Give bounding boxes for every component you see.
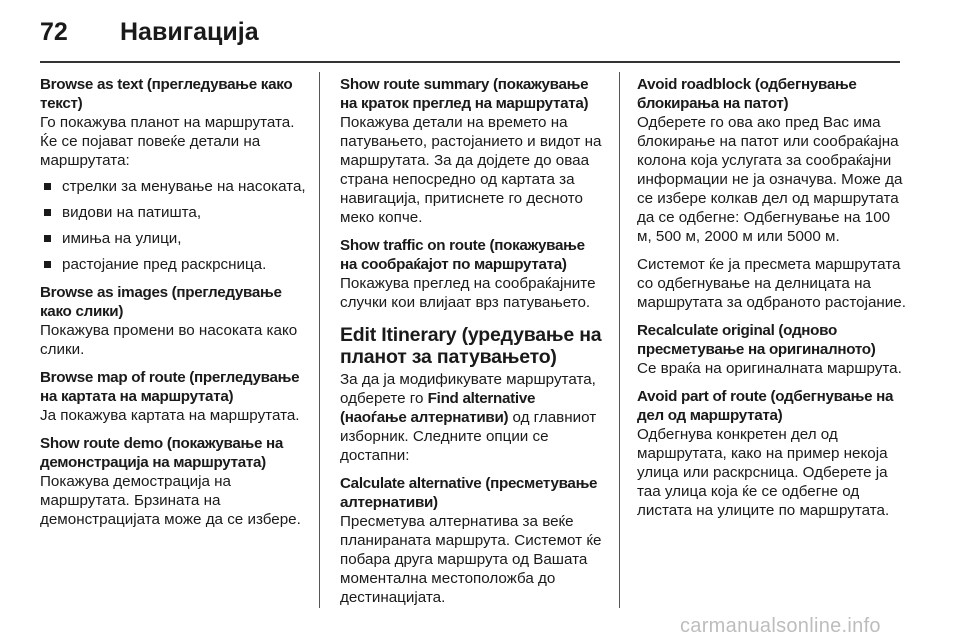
column-1 [40, 75, 308, 538]
entry-description: Ја покажува картата на маршрутата. [40, 407, 300, 424]
list-item: имиња на улици, [40, 229, 308, 248]
page-number: 72 [40, 18, 68, 46]
entry-avoid-roadblock [637, 75, 907, 312]
inline-term: Find alternative (наоѓање алтернативи) [340, 390, 536, 426]
entry-description: Покажува демострација на маршрутата. Брзината на демонстрацијата може да се избере. [40, 473, 301, 528]
entry-term: Show route summary (покажување на краток преглед на маршрутата) [340, 76, 589, 112]
entry-description: Пресметува алтернатива за веќе планираната маршрута. Системот ќе побара друга маршрута од Вашата моментална местоположба до дестинацијата. [340, 513, 602, 606]
entry-term: Calculate alternative (пресметување алтернативи) [340, 475, 598, 511]
entry-term: Recalculate original (одново пресметување на оригиналното) [637, 322, 876, 358]
list-item: видови на патишта, [40, 203, 308, 222]
entry-term: Avoid part of route (одбегнување на дел од маршрутата) [637, 388, 894, 424]
entry-calculate-alternative [340, 474, 605, 607]
entry-browse-map [40, 368, 308, 425]
column-divider-2 [619, 72, 620, 608]
entry-term: Browse as text (прегледување како текст) [40, 76, 293, 112]
entry-avoid-part-of-route [637, 387, 907, 520]
column-divider-1 [319, 72, 320, 608]
entry-description-continued: Системот ќе ја пресмета маршрутата со одбегнување на делницата на маршрутата за одбраното растојание. [637, 256, 906, 311]
entry-description: Покажува детали на времето на патувањето, растојанието и видот на маршрутата. За да дојдете до оваа страна непосредно од картата за навигација, притиснете го десното меко копче. [340, 114, 602, 226]
entry-traffic-on-route [340, 236, 605, 312]
entry-description: Го покажува планот на маршрутата. Ќе се појават повеќе детали на маршрутата: [40, 114, 295, 169]
column-2 [340, 75, 605, 616]
entry-route-summary [340, 75, 605, 227]
list-item: стрелки за менување на насоката, [40, 177, 308, 196]
section-intro: За да ја модификувате маршрутата, одберете го Find alternative (наоѓање алтернативи) од главниот изборник. Следните опции се достапни: [340, 371, 597, 464]
chapter-title: Навигација [120, 18, 259, 46]
entry-recalculate-original [637, 321, 907, 378]
entry-browse-text [40, 75, 308, 274]
list-item: растојание пред раскрсница. [40, 255, 308, 274]
entry-description: Покажува промени во насоката како слики. [40, 322, 298, 358]
page-header [40, 14, 920, 54]
entry-term: Browse map of route (прегледување на картата на маршрутата) [40, 369, 300, 405]
entry-term: Show traffic on route (покажување на сообраќајот по маршрутата) [340, 237, 585, 273]
square-bullet-icon [44, 261, 51, 268]
entry-route-demo [40, 434, 308, 529]
square-bullet-icon [44, 235, 51, 242]
bullet-list [40, 177, 308, 274]
section-heading: Edit Itinerary (уредување на планот за патувањето) [340, 324, 602, 368]
watermark: carmanualsonline.info [680, 615, 881, 637]
entry-term: Show route demo (покажување на демонстрација на маршрутата) [40, 435, 284, 471]
entry-description: Се враќа на оригиналната маршрута. [637, 360, 902, 377]
entry-description: Одбегнува конкретен дел од маршрутата, како на пример некоја улица или раскрсница. Одберете ја таа улица која ќе се одбегне од листата на улиците по маршрутата. [637, 426, 890, 519]
header-rule [40, 61, 900, 63]
entry-term: Avoid roadblock (одбегнување блокирања на патот) [637, 76, 857, 112]
entry-term: Browse as images (прегледување како слики) [40, 284, 282, 320]
entry-description: Покажува преглед на сообраќајните случки кои влијаат врз патувањето. [340, 275, 596, 311]
square-bullet-icon [44, 183, 51, 190]
entry-description: Одберете го ова ако пред Вас има блокирање на патот или сообраќајна колона која услугата за сообраќајни информации не ја означува. Може да се избере колкав дел од маршрутата да се одбегне: Одбегнување на 100 м, 500 м, 2000 м или 5000 м. [637, 114, 903, 245]
column-3 [637, 75, 907, 529]
entry-browse-images [40, 283, 308, 359]
square-bullet-icon [44, 209, 51, 216]
